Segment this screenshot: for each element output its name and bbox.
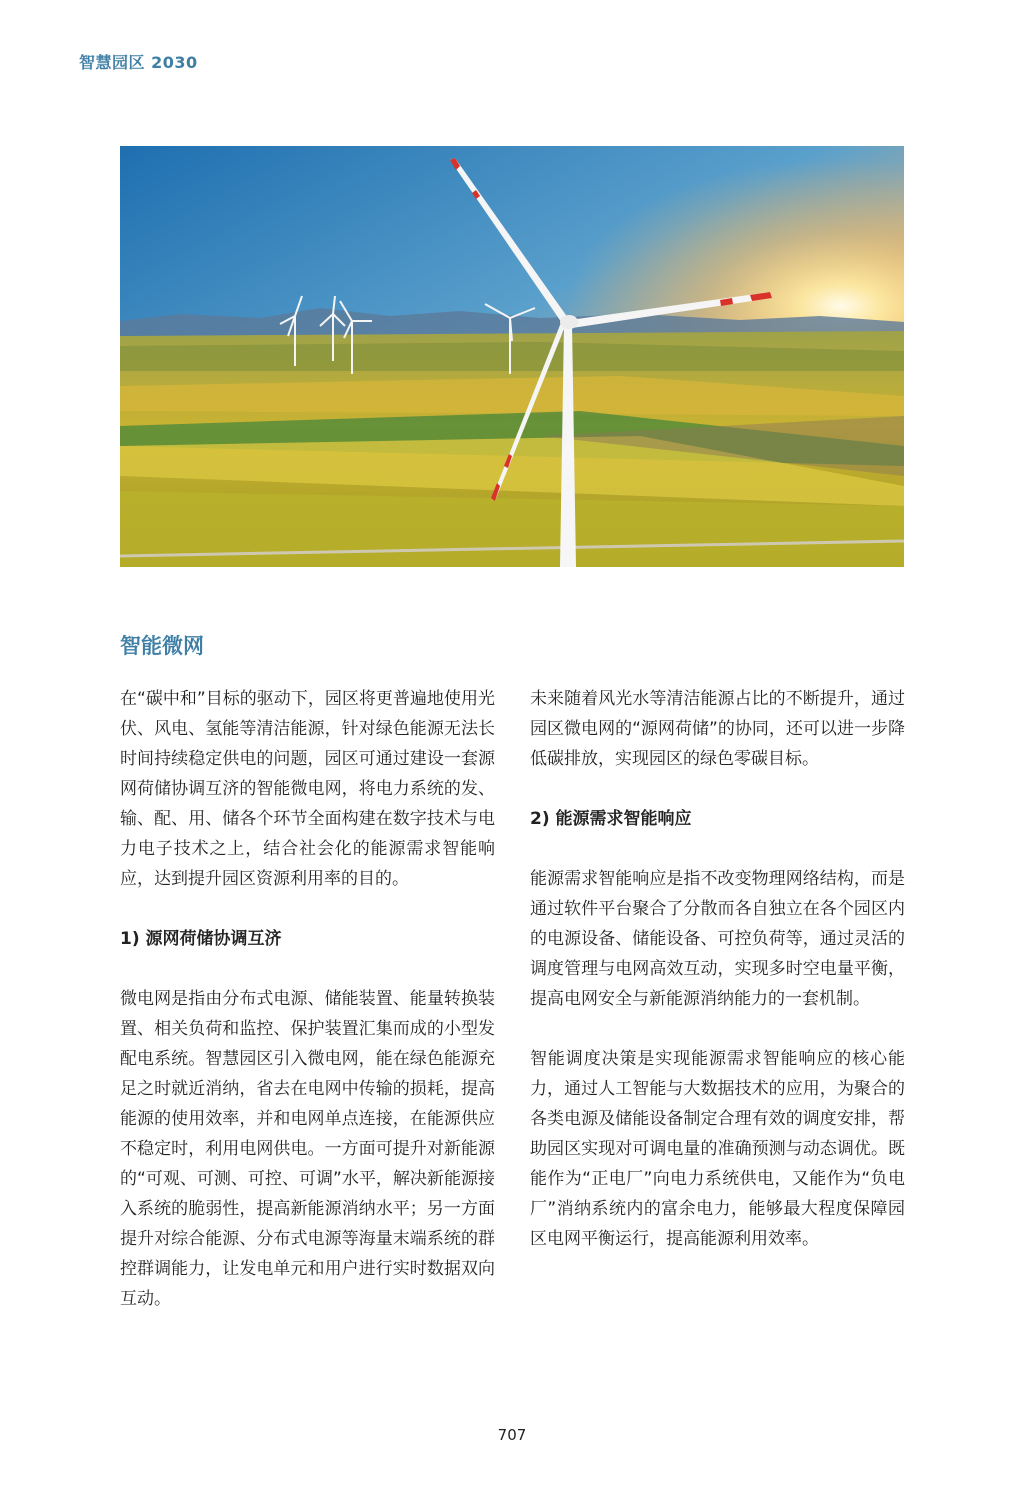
right-column <box>530 684 905 1254</box>
section-title: 智能微网 <box>120 634 204 658</box>
page-number: 707 <box>497 1426 527 1444</box>
wind-turbine-landscape-photo <box>120 146 904 567</box>
subsection-2-heading: 2) 能源需求智能响应 <box>530 809 692 829</box>
running-header: 智慧园区 2030 <box>79 53 198 72</box>
continuation-paragraph: 未来随着风光水等清洁能源占比的不断提升，通过园区微电网的“源网荷储”的协同，还可以进一步降低碳排放，实现园区的绿色零碳目标。 <box>530 689 905 769</box>
subsection-2-paragraph-1: 能源需求智能响应是指不改变物理网络结构，而是通过软件平台聚合了分散而各自独立在各个园区内的电源设备、储能设备、可控负荷等，通过灵活的调度管理与电网高效互动，实现多时空电量平衡，提高电网安全与新能源消纳能力的一套机制。 <box>530 869 905 1009</box>
left-column <box>120 684 495 1314</box>
hero-image <box>120 146 904 567</box>
intro-paragraph: 在“碳中和”目标的驱动下，园区将更普遍地使用光伏、风电、氢能等清洁能源，针对绿色能源无法长时间持续稳定供电的问题，园区可通过建设一套源网荷储协调互济的智能微电网，将电力系统的发、输、配、用、储各个环节全面构建在数字技术与电力电子技术之上，结合社会化的能源需求智能响应，达到提升园区资源利用率的目的。 <box>120 689 495 889</box>
subsection-2-paragraph-2: 智能调度决策是实现能源需求智能响应的核心能力，通过人工智能与大数据技术的应用，为聚合的各类电源及储能设备制定合理有效的调度安排，帮助园区实现对可调电量的准确预测与动态调优。既能作为“正电厂”向电力系统供电，又能作为“负电厂”消纳系统内的富余电力，能够最大程度保障园区电网平衡运行，提高能源利用效率。 <box>530 1049 905 1249</box>
subsection-1-paragraph: 微电网是指由分布式电源、储能装置、能量转换装置、相关负荷和监控、保护装置汇集而成的小型发配电系统。智慧园区引入微电网，能在绿色能源充足之时就近消纳，省去在电网中传输的损耗，提高能源的使用效率，并和电网单点连接，在能源供应不稳定时，利用电网供电。一方面可提升对新能源的“可观、可测、可控、可调”水平，解决新能源接入系统的脆弱性，提高新能源消纳水平；另一方面提升对综合能源、分布式电源等海量末端系统的群控群调能力，让发电单元和用户进行实时数据双向互动。 <box>120 989 495 1309</box>
subsection-1-heading: 1) 源网荷储协调互济 <box>120 929 282 949</box>
